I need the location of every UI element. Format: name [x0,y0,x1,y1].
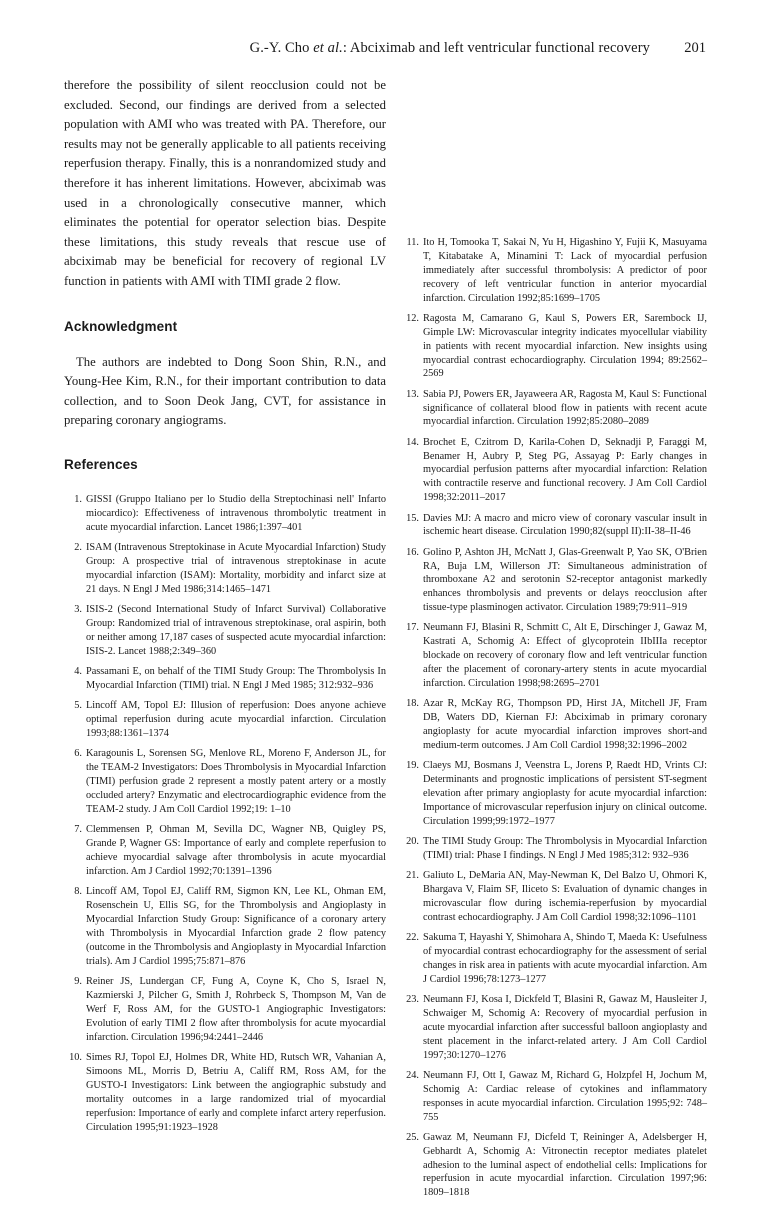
running-title [250,40,650,57]
reference-number: 21. [406,870,419,882]
reference-item [399,697,707,753]
reference-item [64,699,386,741]
reference-number: 16. [406,546,419,558]
reference-item [64,1051,386,1134]
reference-item [399,1131,707,1201]
reference-text: Ragosta M, Camarano G, Kaul S, Powers ER, Sarembock IJ, Gimple LW: Microvascular integrity indicates myocellular viability in patients with recent myocardial infarction. New insights using myocardial contrast echocardiography. Circulation 1994; 89:2562–2569 [423,312,707,380]
reference-number: 5. [74,700,82,712]
reference-number: 15. [406,512,419,524]
reference-text: Neumann FJ, Kosa I, Dickfeld T, Blasini R, Gawaz M, Hausleiter J, Schwaiger M, Schomig A: Recovery of myocardial perfusion in acute myocardial infarction after successful balloon angioplasty and stent placement in the infarct-related artery. J Am Coll Cardiol 1997;30:1270–1276 [423,993,707,1061]
reference-text: ISAM (Intravenous Streptokinase in Acute Myocardial Infarction) Study Group: A prospective trial of intravenous streptokinase in acute myocardial infarction (ISAM): Mortality, morbidity and infarct size at 21 days. N Engl J Med 1986;314:1465–1471 [86,542,386,595]
reference-number: 13. [406,388,419,400]
reference-item [399,869,707,925]
acknowledgment-text: The authors are indebted to Dong Soon Shin, R.N., and Young-Hee Kim, R.N., for their important contribution to data collection, and to Soon Deok Jang, CVT, for assistance in preparing coronary angiograms. [64,354,386,428]
reference-number: 2. [74,542,82,554]
reference-text: Simes RJ, Topol EJ, Holmes DR, White HD, Rutsch WR, Vahanian A, Simoons ML, Morris D, Betriu A, Califf RM, Ross AM, for the GUSTO-I Investigators: Link between the angiographic substudy and mortality outcomes in a large randomized trial of myocardial reperfusion: Importance of early and complete infarct artery reperfusion. Circulation 1995;91:1923–1928 [86,1052,386,1133]
reference-number: 18. [406,698,419,710]
reference-text: Neumann FJ, Ott I, Gawaz M, Richard G, Holzpfel H, Jochum M, Schomig A: Cardiac release of cytokines and inflammatory responses in acute myocardial infarction. Circulation 1995;92: 748–755 [423,1069,707,1123]
reference-item [399,546,707,616]
reference-text: Lincoff AM, Topol EJ: Illusion of reperfusion: Does anyone achieve optimal reperfusion during acute myocardial infarction. Circulation 1993;88:1361–1374 [86,700,386,740]
reference-list-right [399,236,707,1200]
reference-item [399,835,707,863]
reference-item [64,541,386,597]
right-column [399,76,707,1207]
reference-number: 25. [406,1131,419,1143]
reference-item [64,975,386,1045]
reference-text: Karagounis L, Sorensen SG, Menlove RL, Moreno F, Anderson JL, for the TEAM-2 Investigators: Does Thrombolysis in Myocardial Infarction (TIMI) perfusion grade 2 represent a mostly patent artery or a mostly occluded artery? Enzymatic and electrocardiographic evidence from the TEAM-2 study. J Am Coll Cardiol 1992;19: 1–10 [86,748,386,815]
reference-text: Lincoff AM, Topol EJ, Califf RM, Sigmon KN, Lee KL, Ohman EM, Rosenschein U, Ellis SG, for the Thrombolysis and Angioplasty in Myocardial Infarction Study Group: Significance of a coronary artery with Thrombolysis in Myocardial Infarction grade 2 flow patency (outcome in the Thrombolysis and Angioplasty in Myocardial Infarction trials). Am J Cardiol 1995;75:871–876 [86,886,386,967]
reference-text: Gawaz M, Neumann FJ, Dicfeld T, Reininger A, Adelsberger H, Gebhardt A, Schomig A: Vitronectin receptor mediates platelet adhesion to the luminal aspect of endothelial cells: Implications for reperfusion in acute myocardial infarction. Circulation 1997;96: 1809–1818 [423,1131,707,1199]
left-column [64,76,386,1141]
reference-item [399,236,707,306]
reference-text: Passamani E, on behalf of the TIMI Study Group: The Thrombolysis In Myocardial Infarction (TIMI) trial. N Engl J Med 1985; 312:932–936 [86,666,386,691]
reference-item [399,512,707,540]
reference-text: Azar R, McKay RG, Thompson PD, Hirst JA, Mitchell JF, Fram DB, Waters DD, Kiernan FJ: Abciximab in primary coronary angioplasty for acute myocardial infarction improves short-and medium-term outcomes. J Am Coll Cardiol 1998;32:1996–2002 [423,698,707,751]
reference-number: 6. [74,748,82,760]
reference-number: 3. [74,604,82,616]
references-heading: References [64,456,138,472]
reference-number: 11. [406,237,419,248]
running-authors: G.-Y. Cho [249,40,310,56]
reference-number: 4. [74,666,82,678]
reference-number: 24. [406,1069,419,1081]
reference-item [64,493,386,535]
reference-text: Davies MJ: A macro and micro view of coronary vascular insult in ischemic heart disease. Circulation 1990;82(suppl II):II-38–II-46 [423,512,707,538]
reference-number: 23. [406,993,419,1005]
reference-text: ISIS-2 (Second International Study of Infarct Survival) Collaborative Group: Randomized trial of intravenous streptokinase, oral aspirin, both or neither among 17,187 cases of suspected acute myocardial infarction: ISIS-2. Lancet 1988;2:349–360 [86,604,386,657]
reference-number: 7. [74,824,82,836]
reference-text: Brochet E, Czitrom D, Karila-Cohen D, Seknadji P, Faraggi M, Benamer H, Aubry P, Steg PG, Assayag P: Early changes in myocardial perfusion patterns after myocardial infarction: Relation with contractile reserve and functional recovery. J Am Coll Cardiol 1998;32:2011–2017 [423,436,707,504]
reference-item [399,759,707,829]
reference-text: Galiuto L, DeMaria AN, May-Newman K, Del Balzo U, Ohmori K, Bhargava V, Flaim SF, Iliceto S: Evaluation of dynamic changes in microvascular flow during ischemia-reperfusion by myocardial contrast echocardiography. J Am Coll Cardiol 1998;32:1096–1101 [423,870,707,923]
reference-number: 14. [406,436,419,448]
reference-number: 22. [406,932,419,944]
reference-item [399,1069,707,1125]
reference-text: Ito H, Tomooka T, Sakai N, Yu H, Higashino Y, Fujii K, Masuyama T, Kitabatake A, Minamini T: Lack of myocardial perfusion immediately after successful thrombolysis: A predictor of poor recovery of left ventricular function in anterior myocardial infarction. Circulation 1992;85:1699–1705 [423,237,707,304]
reference-number: 1. [74,493,82,505]
reference-number: 9. [74,976,82,988]
reference-item [399,388,707,430]
reference-item [64,823,386,879]
reference-number: 8. [74,886,82,898]
running-head [64,40,706,58]
reference-text: Sabia PJ, Powers ER, Jayaweera AR, Ragosta M, Kaul S: Functional significance of collateral blood flow in patients with recent acute myocardial infarction. Circulation 1992;85:2080–2089 [423,388,707,428]
reference-text: The TIMI Study Group: The Thrombolysis in Myocardial Infarction (TIMI) trial: Phase I findings. N Engl J Med 1985;312: 932–936 [423,836,707,861]
reference-text: Sakuma T, Hayashi Y, Shimohara A, Shindo T, Maeda K: Usefulness of myocardial contrast echocardiography for the assessment of serial changes in risk area in patients with acute myocardial infarction. Am J Cardiol 1996;78:1273–1277 [423,932,707,985]
reference-number: 19. [406,760,419,772]
reference-number: 10. [69,1052,82,1064]
page-number: 201 [684,40,706,56]
reference-item [399,312,707,382]
reference-number: 17. [406,622,419,634]
reference-item [64,747,386,817]
reference-text: GISSI (Gruppo Italiano per lo Studio della Streptochinasi nell' Infarto miocardico): Effectiveness of intravenous thrombolytic treatment in acute myocardial infarction. Lancet 1986;1:397–401 [86,493,386,533]
reference-item [64,603,386,659]
running-title-text: : Abciximab and left ventricular functional recovery [342,40,650,56]
reference-item [64,885,386,968]
reference-text: Claeys MJ, Bosmans J, Veenstra L, Jorens P, Raedt HD, Vrints CJ: Determinants and prognostic implications of persistent ST-segment elevation after primary angioplasty for acute myocardial infarction: Importance of microvascular reperfusion injury on clinical outcome. Circulation 1999;99:1972–1977 [423,760,707,827]
reference-text: Reiner JS, Lundergan CF, Fung A, Coyne K, Cho S, Israel N, Kazmierski J, Pilcher G, Smith J, Rohrbeck S, Thompson M, Van de Werf F, Ross AM, for the GUSTO-1 Angiographic Investigators: Evolution of early TIMI 2 flow after thrombolysis for acute myocardial infarction. Circulation 1996;94:2441–2446 [86,976,386,1043]
reference-item [64,665,386,693]
discussion-continuation: therefore the possibility of silent reocclusion could not be excluded. Second, our findings are derived from a selected population with AMI who was treated with PA. Therefore, our results may not be generally applicable to all patients receiving reperfusion therapy. Finally, this is a nonrandomized study and therefore it has inherent limitations. However, abciximab was used in a chronologically consecutive manner, which eliminates the potential for operator selection bias. Despite these limitations, this study reveals that rescue use of abciximab may be beneficial for recovery of regional LV function in patients with AMI with TIMI grade 2 flow. [64,78,386,288]
acknowledgment-heading: Acknowledgment [64,318,178,334]
reference-number: 20. [406,836,419,848]
reference-text: Neumann FJ, Blasini R, Schmitt C, Alt E, Dirschinger J, Gawaz M, Kastrati A, Schomig A: Effect of glycoprotein IIbIIIa receptor blockade on recovery of coronary flow and left ventricular function after the placement of coronary-artery stents in acute myocardial infarction. Circulation 1998;98:2695–2701 [423,622,707,690]
running-etal: et al. [313,40,343,56]
reference-number: 12. [406,312,419,324]
reference-list-left [64,493,386,1135]
reference-text: Golino P, Ashton JH, McNatt J, Glas-Greenwalt P, Yao SK, O'Brien RA, Buja LM, Willerson JT: Simultaneous administration of thromboxane A2 and serotonin S2-receptor antagonist markedly enhances thrombolysis and prevents or delays reocclusion after tissue-type plasminogen activator. Circulation 1989;79:911–919 [423,546,707,614]
reference-item [399,436,707,506]
reference-text: Clemmensen P, Ohman M, Sevilla DC, Wagner NB, Quigley PS, Grande P, Wagner GS: Importance of early and complete reperfusion to achieve myocardial salvage after thrombolysis in acute myocardial infarction. Am J Cardiol 1992;70:1391–1396 [86,824,386,877]
reference-item [399,621,707,691]
reference-item [399,931,707,987]
reference-item [399,993,707,1063]
